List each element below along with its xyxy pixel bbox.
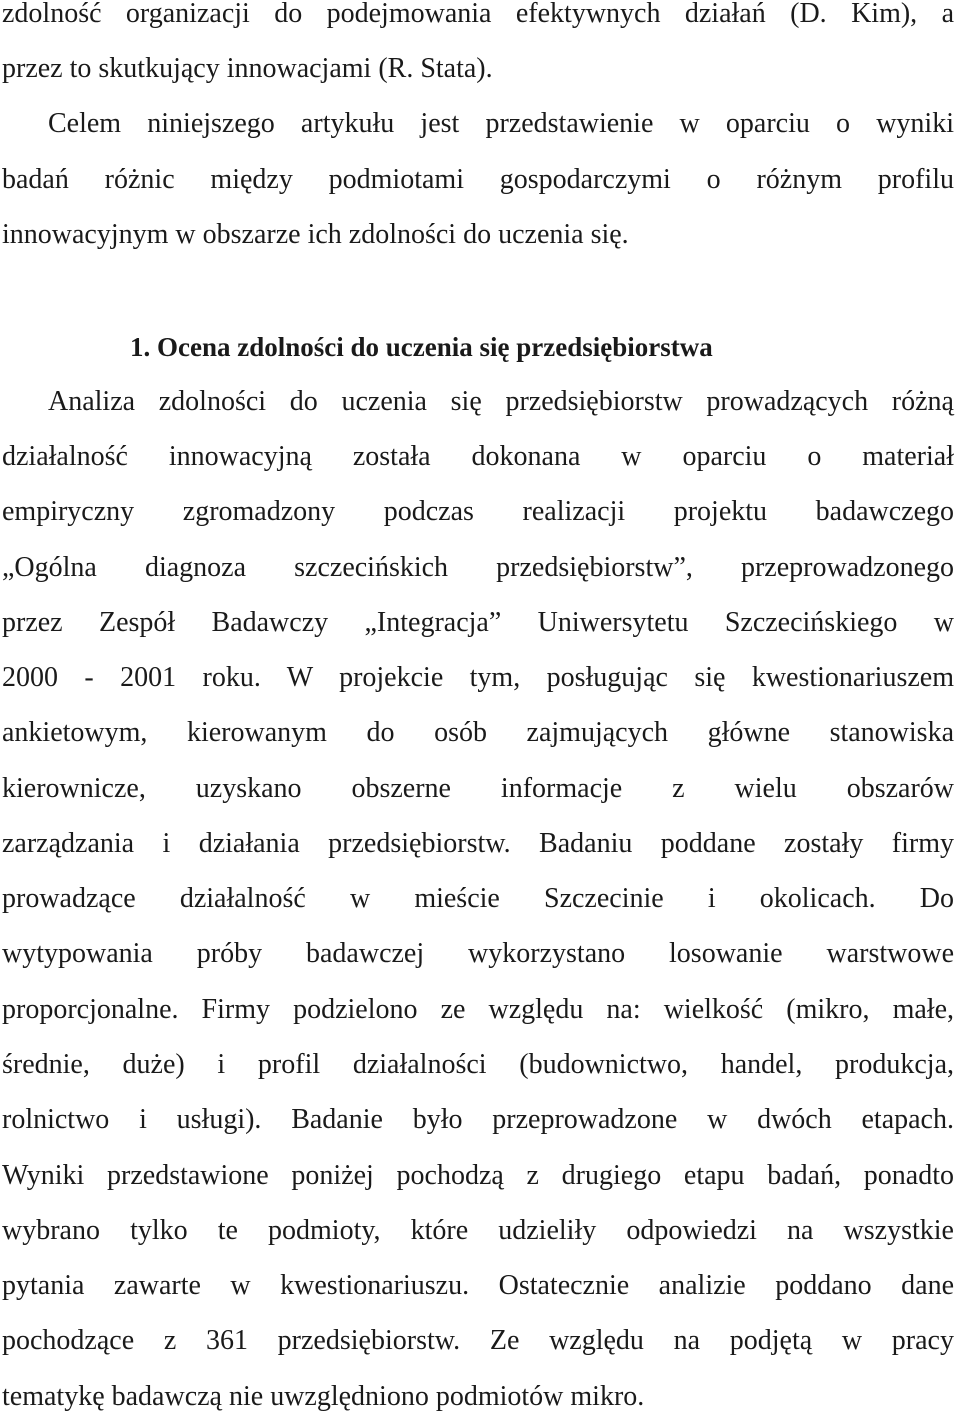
- text-line: średnie, duże) i profil działalności (budownictwo, handel, produkcja,: [2, 1049, 954, 1080]
- paragraph-first-line: Analiza zdolności do uczenia się przedsiębiorstw prowadzących różną: [48, 386, 954, 417]
- text-line: rolnictwo i usługi). Badanie było przeprowadzone w dwóch etapach.: [2, 1104, 954, 1135]
- text-line: Wyniki przedstawione poniżej pochodzą z drugiego etapu badań, ponadto: [2, 1160, 954, 1191]
- text-line: prowadzące działalność w mieście Szczecinie i okolicach. Do: [2, 883, 954, 914]
- text-line: działalność innowacyjną została dokonana w oparciu o materiał: [2, 441, 954, 472]
- section-heading: 1. Ocena zdolności do uczenia się przedsiębiorstwa: [130, 332, 713, 362]
- text-line: ankietowym, kierowanym do osób zajmujących główne stanowiska: [2, 717, 954, 748]
- text-line: „Ogólna diagnoza szczecińskich przedsiębiorstw”, przeprowadzonego: [2, 552, 954, 583]
- text-line: pochodzące z 361 przedsiębiorstw. Ze względu na podjętą w pracy: [2, 1325, 954, 1356]
- text-line: wytypowania próby badawczej wykorzystano losowanie warstwowe: [2, 938, 954, 969]
- text-line: innowacyjnym w obszarze ich zdolności do uczenia się.: [2, 219, 629, 250]
- text-line: pytania zawarte w kwestionariuszu. Ostatecznie analizie poddano dane: [2, 1270, 954, 1301]
- text-line: przez Zespół Badawczy „Integracja” Uniwersytetu Szczecińskiego w: [2, 607, 954, 638]
- text-line: 2000 - 2001 roku. W projekcie tym, posługując się kwestionariuszem: [2, 662, 954, 693]
- text-line: zarządzania i działania przedsiębiorstw. Badaniu poddane zostały firmy: [2, 828, 954, 859]
- text-line: kierownicze, uzyskano obszerne informacje z wielu obszarów: [2, 773, 954, 804]
- text-line: przez to skutkujący innowacjami (R. Stata).: [2, 53, 493, 84]
- text-line: proporcjonalne. Firmy podzielono ze względu na: wielkość (mikro, małe,: [2, 994, 954, 1025]
- text-line: badań różnic między podmiotami gospodarczymi o różnym profilu: [2, 164, 954, 195]
- paragraph-first-line: Celem niniejszego artykułu jest przedstawienie w oparciu o wyniki: [48, 108, 954, 139]
- text-line: empiryczny zgromadzony podczas realizacji projektu badawczego: [2, 496, 954, 527]
- text-line: zdolność organizacji do podejmowania efektywnych działań (D. Kim), a: [2, 0, 954, 29]
- text-line: wybrano tylko te podmioty, które udzieliły odpowiedzi na wszystkie: [2, 1215, 954, 1246]
- text-line: tematykę badawczą nie uwzględniono podmiotów mikro.: [2, 1381, 645, 1412]
